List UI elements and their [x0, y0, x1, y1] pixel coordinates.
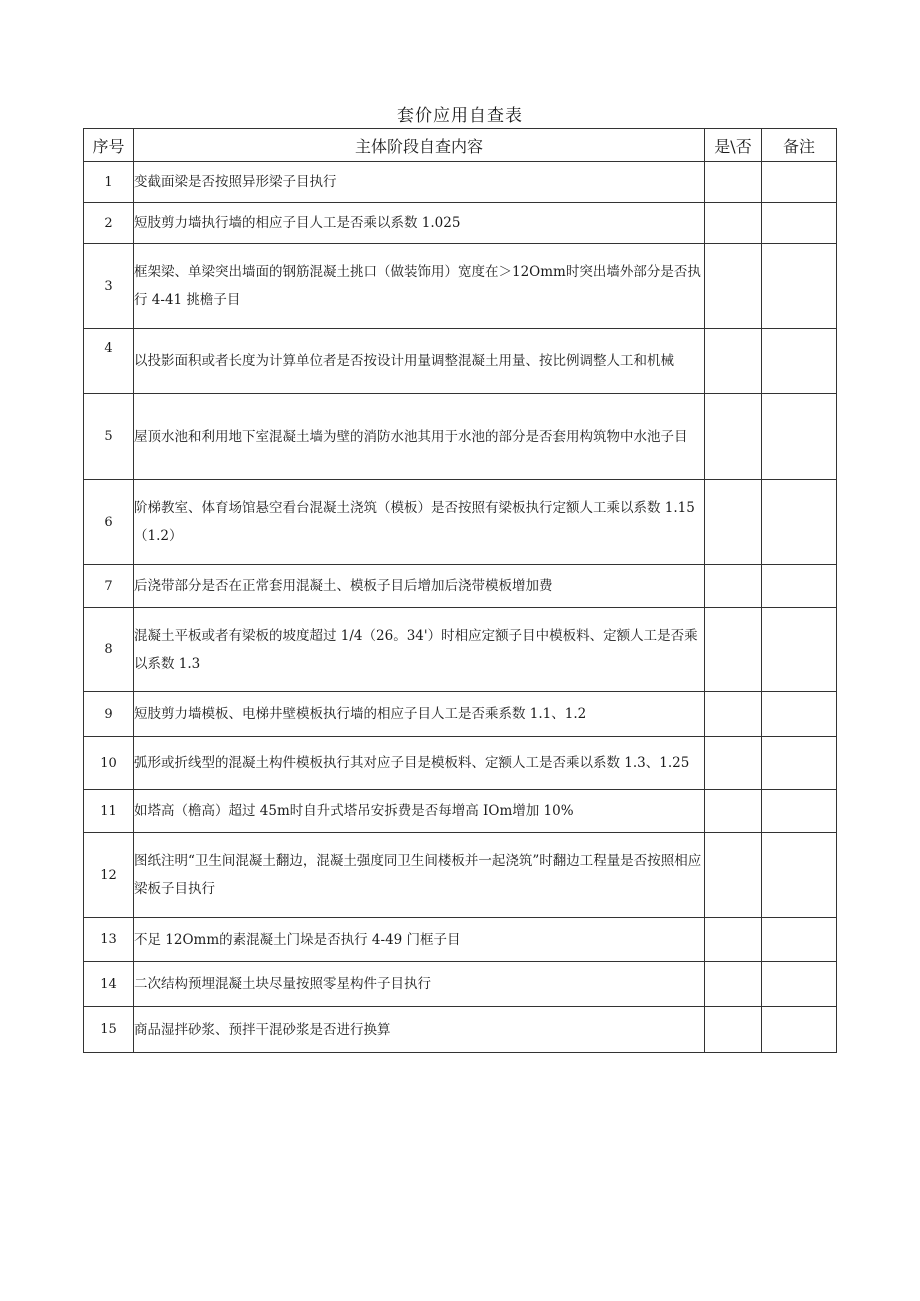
- row-number: 2: [84, 203, 134, 244]
- table-row: [84, 565, 837, 608]
- yes-no-cell[interactable]: [705, 918, 762, 962]
- header-content: 主体阶段自查内容: [134, 129, 705, 162]
- row-number: 15: [84, 1007, 134, 1053]
- table-row: [84, 203, 837, 244]
- row-number: 6: [84, 480, 134, 565]
- header-note: 备注: [762, 129, 837, 162]
- note-cell[interactable]: [762, 692, 837, 737]
- row-content: 屋顶水池和利用地下室混凝土墙为壁的消防水池其用于水池的部分是否套用构筑物中水池子目: [134, 394, 705, 480]
- note-cell[interactable]: [762, 329, 837, 394]
- table-row: [84, 480, 837, 565]
- row-number: 3: [84, 244, 134, 329]
- yes-no-cell[interactable]: [705, 480, 762, 565]
- row-content: 商品湿拌砂浆、预拌干混砂浆是否进行换算: [134, 1007, 705, 1053]
- yes-no-cell[interactable]: [705, 203, 762, 244]
- note-cell[interactable]: [762, 737, 837, 790]
- yes-no-cell[interactable]: [705, 608, 762, 692]
- table-row: [84, 962, 837, 1007]
- table-row: [84, 1007, 837, 1053]
- note-cell[interactable]: [762, 608, 837, 692]
- note-cell[interactable]: [762, 565, 837, 608]
- row-content: 短肢剪力墙执行墙的相应子目人工是否乘以系数 1.025: [134, 203, 705, 244]
- yes-no-cell[interactable]: [705, 790, 762, 833]
- table-row: [84, 737, 837, 790]
- yes-no-cell[interactable]: [705, 329, 762, 394]
- row-number: 7: [84, 565, 134, 608]
- row-content: 短肢剪力墙模板、电梯井壁模板执行墙的相应子目人工是否乘系数 1.1、1.2: [134, 692, 705, 737]
- row-number: 11: [84, 790, 134, 833]
- table-row: [84, 918, 837, 962]
- note-cell[interactable]: [762, 918, 837, 962]
- yes-no-cell[interactable]: [705, 1007, 762, 1053]
- row-number: 8: [84, 608, 134, 692]
- table-row: [84, 244, 837, 329]
- header-yes-no: 是\否: [705, 129, 762, 162]
- row-content: 不足 12Omm的素混凝土门垛是否执行 4-49 门框子目: [134, 918, 705, 962]
- table-header-row: [84, 129, 837, 162]
- page-title: 套价应用自查表: [397, 106, 523, 126]
- header-no: 序号: [84, 129, 134, 162]
- row-content: 框架梁、单梁突出墙面的钢筋混凝土挑口（做装饰用）宽度在＞12Omm时突出墙外部分是否执行 4-41 挑檐子目: [134, 244, 705, 329]
- note-cell[interactable]: [762, 162, 837, 203]
- yes-no-cell[interactable]: [705, 692, 762, 737]
- row-number: 4: [84, 329, 134, 394]
- table-row: [84, 790, 837, 833]
- row-number: 5: [84, 394, 134, 480]
- table-row: [84, 162, 837, 203]
- row-content: 以投影面积或者长度为计算单位者是否按设计用量调整混凝土用量、按比例调整人工和机械: [134, 329, 705, 394]
- row-content: 如塔高（檐高）超过 45m时自升式塔吊安拆费是否每增高 IOm增加 10%: [134, 790, 705, 833]
- row-content: 二次结构预埋混凝土块尽量按照零星构件子目执行: [134, 962, 705, 1007]
- row-content: 混凝土平板或者有梁板的坡度超过 1/4（26。34'）时相应定额子目中模板料、定额人工是否乘以系数 1.3: [134, 608, 705, 692]
- yes-no-cell[interactable]: [705, 737, 762, 790]
- row-number: 13: [84, 918, 134, 962]
- note-cell[interactable]: [762, 394, 837, 480]
- yes-no-cell[interactable]: [705, 162, 762, 203]
- row-content: 阶梯教室、体育场馆悬空看台混凝土浇筑（模板）是否按照有梁板执行定额人工乘以系数 1.15（1.2）: [134, 480, 705, 565]
- row-number: 14: [84, 962, 134, 1007]
- row-number: 12: [84, 833, 134, 918]
- table-row: [84, 329, 837, 394]
- note-cell[interactable]: [762, 962, 837, 1007]
- note-cell[interactable]: [762, 833, 837, 918]
- yes-no-cell[interactable]: [705, 962, 762, 1007]
- table-row: [84, 608, 837, 692]
- table-row: [84, 692, 837, 737]
- row-content: 图纸注明“卫生间混凝土翻边，混凝土强度同卫生间楼板并一起浇筑”时翻边工程量是否按照相应梁板子目执行: [134, 833, 705, 918]
- self-check-table: [83, 128, 837, 1053]
- row-number: 9: [84, 692, 134, 737]
- table-row: [84, 833, 837, 918]
- row-content: 弧形或折线型的混凝土构件模板执行其对应子目是模板料、定额人工是否乘以系数 1.3、1.25: [134, 737, 705, 790]
- table-row: [84, 394, 837, 480]
- note-cell[interactable]: [762, 203, 837, 244]
- yes-no-cell[interactable]: [705, 565, 762, 608]
- note-cell[interactable]: [762, 1007, 837, 1053]
- note-cell[interactable]: [762, 480, 837, 565]
- note-cell[interactable]: [762, 790, 837, 833]
- yes-no-cell[interactable]: [705, 394, 762, 480]
- row-number: 1: [84, 162, 134, 203]
- row-number: 10: [84, 737, 134, 790]
- row-content: 变截面梁是否按照异形梁子目执行: [134, 162, 705, 203]
- yes-no-cell[interactable]: [705, 833, 762, 918]
- row-content: 后浇带部分是否在正常套用混凝土、模板子目后增加后浇带模板增加费: [134, 565, 705, 608]
- yes-no-cell[interactable]: [705, 244, 762, 329]
- note-cell[interactable]: [762, 244, 837, 329]
